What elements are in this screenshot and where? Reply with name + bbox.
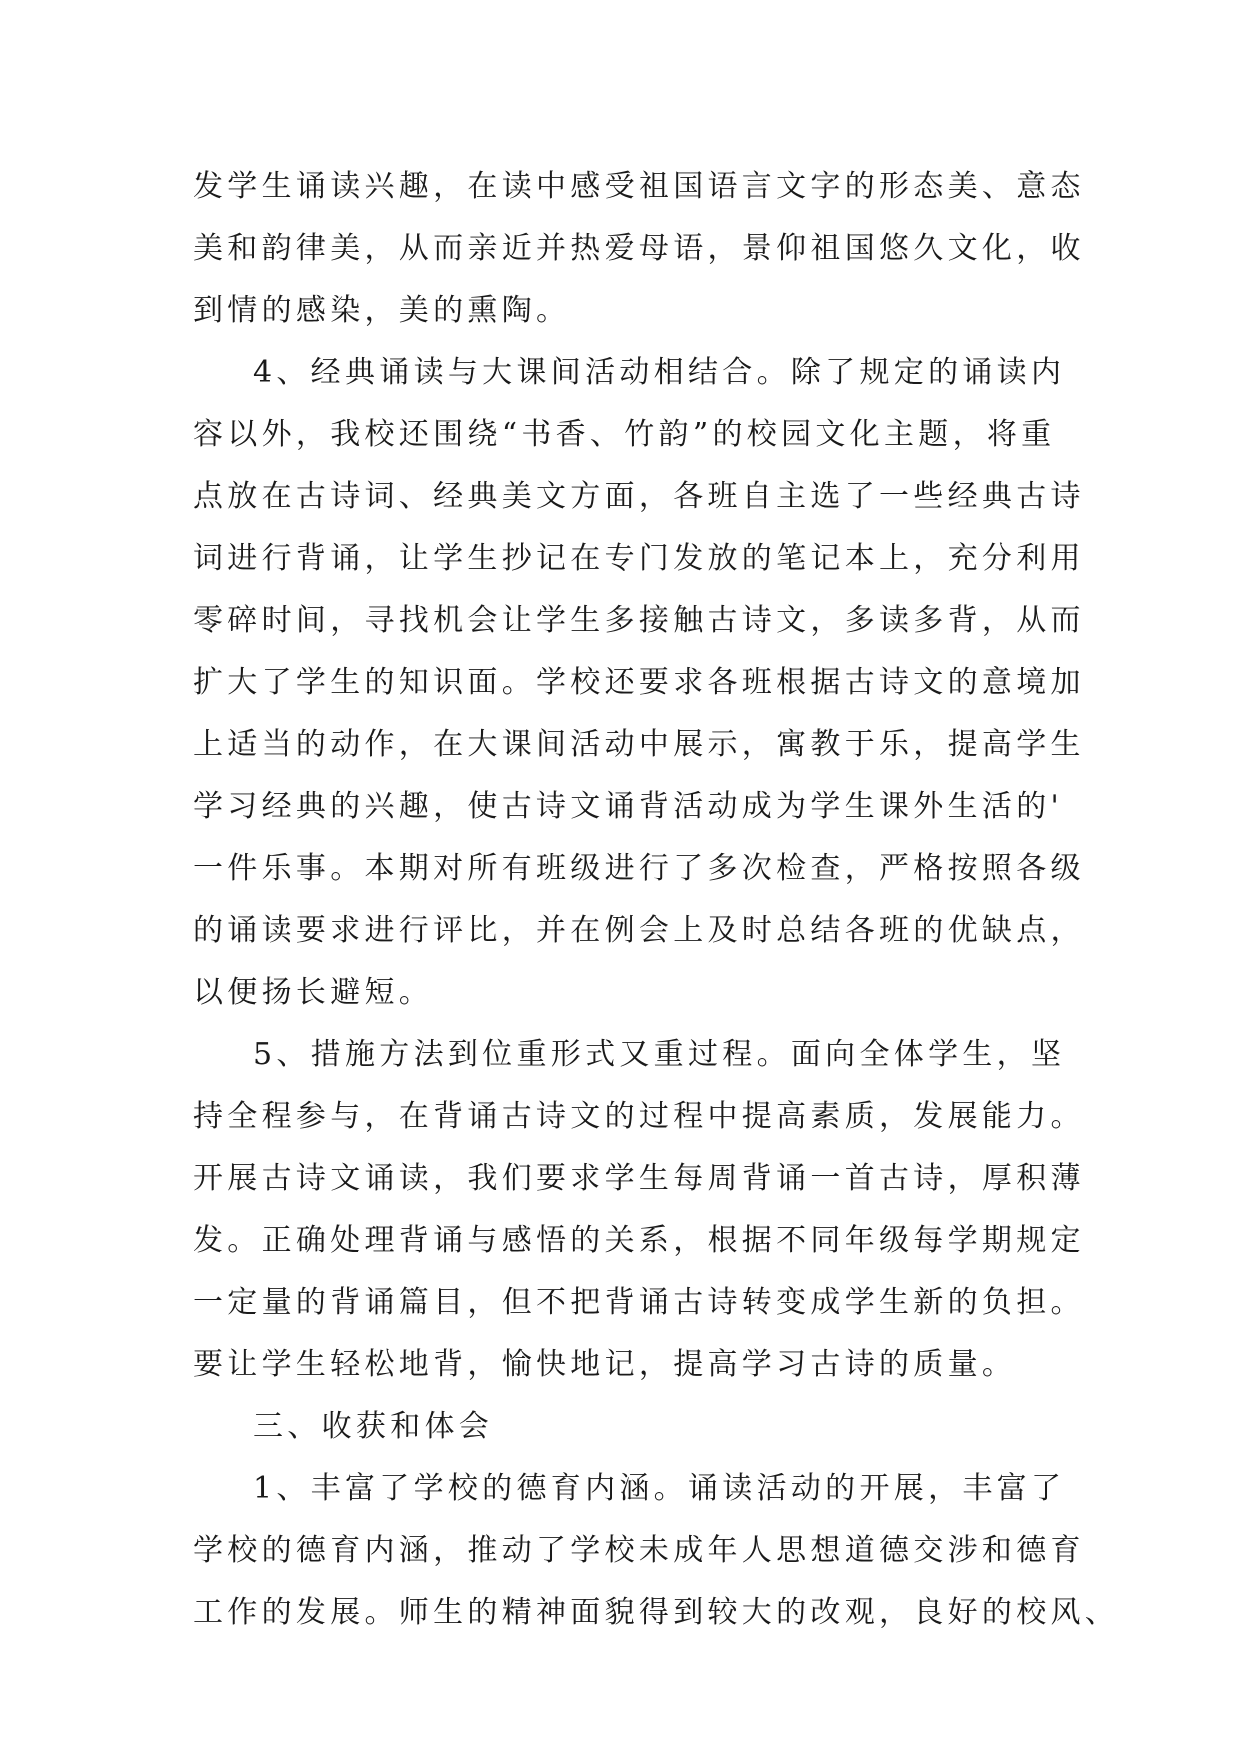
paragraph-5-first-line: 5、措施方法到位重形式又重过程。面向全体学生，坚	[253, 1037, 1066, 1072]
body-line: 学习经典的兴趣，使古诗文诵背活动成为学生课外生活的'	[193, 789, 1064, 824]
body-line: 词进行背诵，让学生抄记在专门发放的笔记本上，充分利用	[193, 541, 1085, 576]
body-line: 工作的发展。师生的精神面貌得到较大的改观，良好的校风、	[193, 1595, 1120, 1630]
body-line: 持全程参与，在背诵古诗文的过程中提高素质，发展能力。	[193, 1099, 1085, 1134]
body-line: 一定量的背诵篇目，但不把背诵古诗转变成学生新的负担。	[193, 1285, 1085, 1320]
body-line: 一件乐事。本期对所有班级进行了多次检查，严格按照各级	[193, 851, 1085, 886]
body-line: 学校的德育内涵，推动了学校未成年人思想道德交涉和德育	[193, 1533, 1085, 1568]
body-line: 发学生诵读兴趣，在读中感受祖国语言文字的形态美、意态	[193, 169, 1085, 204]
body-line: 到情的感染，美的熏陶。	[193, 293, 571, 328]
body-line: 零碎时间，寻找机会让学生多接触古诗文，多读多背，从而	[193, 603, 1085, 638]
body-line: 扩大了学生的知识面。学校还要求各班根据古诗文的意境加	[193, 665, 1085, 700]
body-line: 点放在古诗词、经典美文方面，各班自主选了一些经典古诗	[193, 479, 1085, 514]
body-line: 上适当的动作，在大课间活动中展示，寓教于乐，提高学生	[193, 727, 1085, 762]
paragraph-1-first-line: 1、丰富了学校的德育内涵。诵读活动的开展，丰富了	[253, 1471, 1066, 1506]
body-line: 的诵读要求进行评比，并在例会上及时总结各班的优缺点，	[193, 913, 1085, 948]
body-line: 发。正确处理背诵与感悟的关系，根据不同年级每学期规定	[193, 1223, 1085, 1258]
body-line: 容以外，我校还围绕“书香、竹韵”的校园文化主题，将重	[193, 417, 1056, 452]
document-body	[193, 156, 1120, 1644]
body-line: 要让学生轻松地背，愉快地记，提高学习古诗的质量。	[193, 1347, 1017, 1382]
body-line: 以便扬长避短。	[193, 975, 434, 1010]
paragraph-4-first-line: 4、经典诵读与大课间活动相结合。除了规定的诵读内	[253, 355, 1066, 390]
section-heading: 三、收获和体会	[253, 1409, 494, 1444]
body-line: 美和韵律美，从而亲近并热爱母语，景仰祖国悠久文化，收	[193, 231, 1085, 266]
body-line: 开展古诗文诵读，我们要求学生每周背诵一首古诗，厚积薄	[193, 1161, 1085, 1196]
